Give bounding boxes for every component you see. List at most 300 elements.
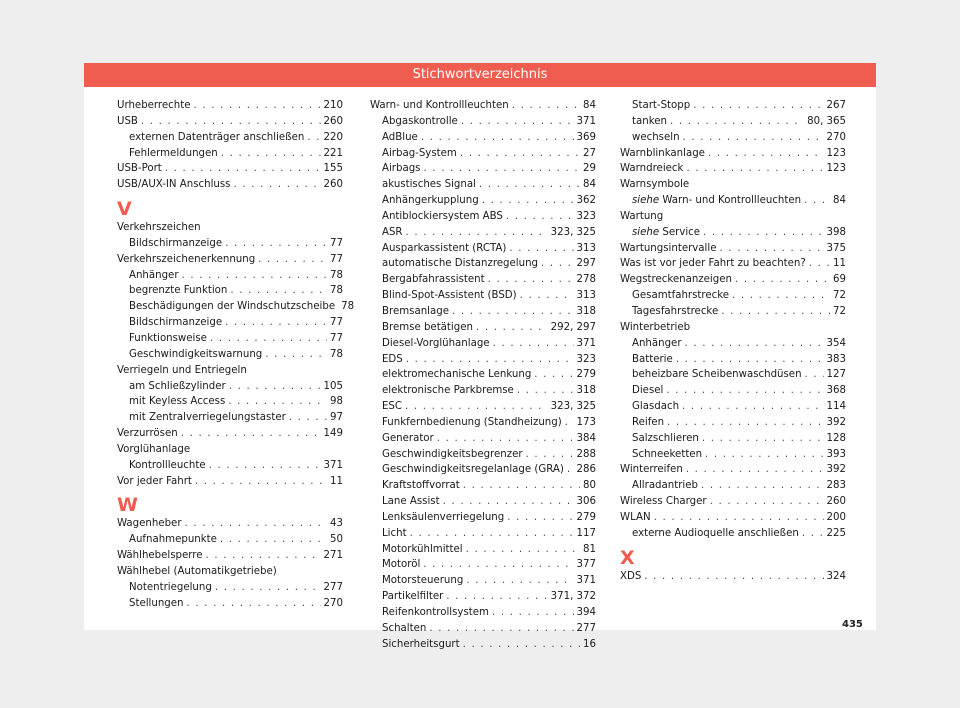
index-entry [370,100,596,116]
entry-label: wechseln [632,131,680,143]
entry-label: USB-Port [117,163,162,175]
entry-label: elektromechanische Lenkung [382,369,532,381]
page-reference: 398 [826,226,846,238]
entry-label [632,227,700,238]
entry-label: Funktionsweise [129,332,207,344]
page-reference: 27 [583,147,596,159]
index-subentry [117,396,343,412]
entry-label: USB/AUX-IN Anschluss [117,179,231,191]
entry-label: Anhänger [129,269,179,281]
index-subentry [620,401,846,417]
dot-leader [482,195,574,206]
index-subentry [620,449,846,465]
entry-label: Vorglühanlage [117,443,191,455]
dot-leader [492,607,574,618]
entry-label: Antiblockiersystem ABS [382,210,503,222]
index-column-3 [620,100,846,586]
entry-label: Winterbetrieb [620,321,691,333]
page-reference: 369 [576,131,596,143]
page-reference: 114 [826,401,846,413]
index-subentry [117,301,355,317]
entry-label: Warnsymbole [620,179,690,191]
page-reference: 371, 372 [550,591,596,603]
page-title: Stichwortverzeichnis [84,63,876,87]
index-subentry [620,385,846,401]
index-subentry [370,528,596,544]
entry-label: XDS [620,570,642,582]
index-entry [620,464,846,480]
page-reference: 279 [576,511,596,523]
page-reference: 286 [576,464,596,476]
page-reference: 279 [576,369,596,381]
entry-label: Verkehrszeichenerkennung [117,253,256,265]
entry-label: Wagenheber [117,518,182,530]
index-subentry [620,354,846,370]
dot-leader [466,575,573,586]
dot-leader [185,518,328,529]
index-column-1 [117,100,355,613]
index-subentry [370,512,596,528]
dot-leader [702,433,824,444]
entry-label: Bildschirmanzeige [129,317,223,329]
index-subentry [117,285,343,301]
dot-leader [732,290,830,301]
dot-leader [721,306,830,317]
dot-leader [182,270,328,281]
page-reference: 323, 325 [550,401,596,413]
entry-label: Lane Assist [382,496,440,508]
page-reference: 267 [826,100,846,111]
dot-leader [520,290,574,301]
page-reference: 323 [576,353,596,365]
page-reference: 324 [826,570,846,582]
entry-label: akustisches Signal [382,179,476,191]
entry-label: Glasdach [632,401,680,413]
index-entry [117,222,343,238]
index-entry [117,116,343,132]
page-reference: 210 [323,100,343,111]
entry-label: externe Audioquelle anschließen [632,527,799,539]
cross-reference-target: Warn- und Kontrollleuchten [662,195,802,207]
dot-leader [686,163,823,174]
dot-leader [289,412,327,423]
entry-label: Anhängerkupplung [382,195,479,207]
page-reference: 277 [323,581,343,593]
dot-leader [233,179,320,190]
entry-label: Ausparkassistent (RCTA) [382,242,507,254]
index-subentry [370,433,596,449]
page-reference: 77 [330,332,343,344]
page-reference: 77 [330,317,343,329]
entry-label: Start-Stopp [632,100,691,111]
page-reference: 84 [583,179,596,191]
dot-leader [446,591,547,602]
dot-leader [541,258,574,269]
index-subentry [370,449,596,465]
page-reference: 78 [341,301,355,313]
dot-leader [479,179,580,190]
index-subentry [117,349,343,365]
page-reference: 220 [323,131,343,143]
dot-leader [708,148,824,159]
page-reference: 270 [826,131,846,143]
dot-leader [421,132,574,143]
page-reference: 368 [826,385,846,397]
dot-leader [165,163,321,174]
dot-leader [466,544,580,555]
entry-label: automatische Distanzregelung [382,258,538,270]
dot-leader [534,369,573,380]
page-reference: 77 [330,237,343,249]
page-reference: 354 [826,337,846,349]
entry-label: Diesel-Vorglühanlage [382,337,490,349]
index-subentry [117,270,343,286]
page-reference: 173 [576,416,596,428]
index-entry [620,243,846,259]
index-subentry [117,317,343,333]
dot-leader [194,100,321,111]
index-subentry [370,163,596,179]
page-reference: 371 [576,115,596,127]
dot-leader [676,354,824,365]
dot-leader [567,464,574,475]
entry-label: Blind-Spot-Assistent (BSD) [382,290,517,302]
entry-label: Verzurrösen [117,428,178,440]
entry-label: Wartungsintervalle [620,242,717,254]
index-subentry [370,338,596,354]
page-reference: 98 [330,396,343,408]
page-reference: 77 [330,253,343,265]
cross-reference-prefix: siehe [632,226,660,238]
entry-label: Diesel [632,385,664,397]
entry-label: Aufnahmepunkte [129,534,217,546]
page-reference: 29 [583,163,596,175]
dot-leader [225,238,327,249]
dot-leader [405,401,548,412]
dot-leader [461,116,574,127]
page-reference: 50 [330,534,343,546]
entry-label: Airbags [382,163,421,175]
entry-label: Wegstreckenanzeigen [620,274,732,286]
dot-leader [220,534,327,545]
page-reference: 80, 365 [807,115,846,127]
index-entry [620,211,846,227]
page-reference: 313 [576,242,596,254]
page-reference: 84 [583,100,596,111]
page-reference: 11 [330,475,343,487]
index-entry [620,179,846,195]
index-subentry [117,148,343,164]
page-reference: 278 [576,274,596,286]
page-reference: 11 [833,258,846,270]
page-reference: 123 [826,147,846,159]
page-reference: 392 [826,416,846,428]
entry-label: Gesamtfahrstrecke [632,290,730,302]
index-subentry [370,243,596,259]
page-reference: 123 [826,163,846,175]
entry-label: Verkehrszeichen [117,222,201,234]
page-reference: 200 [826,511,846,523]
dot-leader [686,464,824,475]
index-subentry [117,534,343,550]
cross-reference-target: Service [662,226,701,238]
entry-label: Wählhebel (Automatikgetriebe) [117,565,277,577]
entry-label: Reifen [632,416,665,428]
entry-label: Batterie [632,353,673,365]
dot-leader [452,306,574,317]
index-entry [117,566,343,582]
page-reference: 371 [576,337,596,349]
dot-leader [804,195,830,206]
page-reference: 313 [576,290,596,302]
index-subentry [370,211,596,227]
dot-leader [693,100,823,111]
dot-leader [719,243,823,254]
entry-label: Warndreieck [620,163,684,175]
entry-label: mit Zentralverriegelungstaster [129,412,286,424]
dot-leader [667,417,824,428]
index-subentry [370,116,596,132]
index-subentry [620,338,846,354]
index-letter-heading: V [117,198,132,221]
entry-label: begrenzte Funktion [129,285,228,297]
entry-label: Licht [382,527,407,539]
index-subentry [620,417,846,433]
entry-label: USB [117,115,138,127]
dot-leader [460,148,580,159]
dot-leader [526,449,574,460]
page-reference: 69 [833,274,846,286]
dot-leader [705,449,824,460]
index-entry [117,365,343,381]
dot-leader [654,512,824,523]
index-subentry [370,369,596,385]
dot-leader [735,274,830,285]
dot-leader [476,322,548,333]
page-reference: 78 [330,285,343,297]
index-subentry [620,227,846,243]
index-subentry [370,401,596,417]
dot-leader [410,528,574,539]
page-reference: 283 [826,480,846,492]
page-reference: 260 [323,115,343,127]
entry-label: Allradantrieb [632,480,698,492]
entry-label: Airbag-System [382,147,457,159]
index-entry [620,148,846,164]
dot-leader [215,582,321,593]
dot-leader [230,285,327,296]
index-entry [117,476,343,492]
dot-leader [682,401,824,412]
entry-label: Geschwindigkeitswarnung [129,348,263,360]
index-subentry [620,306,846,322]
page-reference: 84 [833,195,846,207]
page-reference: 270 [323,597,343,609]
page-reference: 318 [576,305,596,317]
dot-leader [258,254,327,265]
entry-label: Wartung [620,210,664,222]
index-subentry [370,480,596,496]
entry-label: Stellungen [129,597,184,609]
index-subentry [370,417,596,433]
index-subentry [620,116,846,132]
index-subentry [117,598,343,614]
entry-label: Schalten [382,622,427,634]
page-reference: 375 [826,242,846,254]
entry-label: am Schließzylinder [129,380,226,392]
dot-leader [701,480,824,491]
dot-leader [670,116,804,127]
page-reference: 149 [323,428,343,440]
entry-label: Motoröl [382,559,421,571]
entry-label: ESC [382,401,403,413]
index-entry [117,550,343,566]
dot-leader [265,349,327,360]
index-subentry [117,582,343,598]
dot-leader [488,274,574,285]
dot-leader [517,385,574,396]
index-subentry [370,258,596,274]
index-subentry [620,369,846,385]
index-subentry [370,148,596,164]
entry-label: externen Datenträger anschließen [129,131,305,143]
page-reference: 225 [826,527,846,539]
entry-label: Lenksäulenverriegelung [382,511,505,523]
index-subentry [370,544,596,560]
entry-label: AdBlue [382,131,418,143]
dot-leader [644,571,823,582]
entry-label: Geschwindigkeitsbegrenzer [382,448,523,460]
page-reference: 318 [576,385,596,397]
index-subentry [370,290,596,306]
dot-leader [423,163,580,174]
index-subentry [370,227,596,243]
page-reference: 394 [576,607,596,618]
dot-leader [802,528,824,539]
index-subentry [370,132,596,148]
index-subentry [370,179,596,195]
entry-label: Bremsanlage [382,305,449,317]
entry-label: Was ist vor jeder Fahrt zu beachten? [620,258,806,270]
index-subentry [620,433,846,449]
entry-label: Fehlermeldungen [129,147,218,159]
page-reference: 80 [583,480,596,492]
entry-label: Bremse betätigen [382,321,473,333]
entry-label: Verriegeln und Entriegeln [117,364,247,376]
dot-leader [509,243,573,254]
dot-leader [703,227,824,238]
entry-label: Schneeketten [632,448,703,460]
index-subentry [370,306,596,322]
dot-leader [805,369,824,380]
index-subentry [117,132,343,148]
entry-label: Generator [382,432,434,444]
index-subentry [370,195,596,211]
page-reference: 392 [826,464,846,476]
page-reference: 323, 325 [550,226,596,238]
index-entry [117,518,343,534]
page-reference: 78 [330,348,343,360]
page-reference: 292, 297 [550,321,596,333]
dot-leader [506,211,574,222]
entry-label: mit Keyless Access [129,396,226,408]
entry-label: Salzschlieren [632,432,699,444]
index-column-2 [370,100,596,655]
page-reference: 97 [330,412,343,424]
page-reference: 81 [583,543,596,555]
entry-label: Partikelfilter [382,591,444,603]
page-reference: 127 [826,369,846,381]
dot-leader [229,381,321,392]
page-reference: 221 [323,147,343,159]
index-subentry [117,460,343,476]
entry-label: beheizbare Scheibenwaschdüsen [632,369,802,381]
index-subentry [620,528,846,544]
index-subentry [117,238,343,254]
entry-label: Warn- und Kontrollleuchten [370,100,509,111]
page-reference: 43 [330,518,343,530]
dot-leader [187,598,321,609]
entry-label: Bergabfahrassistent [382,274,485,286]
dot-leader [307,132,320,143]
index-entry [117,100,343,116]
index-subentry [370,354,596,370]
page-reference: 271 [323,550,343,562]
page-reference: 260 [826,496,846,508]
index-subentry [117,333,343,349]
index-subentry [370,385,596,401]
index-entry [620,322,846,338]
entry-label: Motorsteuerung [382,575,464,587]
cross-reference-prefix: siehe [632,195,660,207]
entry-label: tanken [632,115,667,127]
dot-leader [141,116,321,127]
dot-leader [683,132,824,143]
dot-leader [493,338,574,349]
dot-leader [181,428,321,439]
index-entry [620,274,846,290]
dot-leader [512,100,580,111]
page-reference: 128 [826,432,846,444]
page-reference: 377 [576,559,596,571]
index-subentry [370,496,596,512]
index-entry [117,179,343,195]
page-reference: 371 [323,459,343,471]
entry-label: Wählhebelsperre [117,550,203,562]
index-subentry [620,195,846,211]
dot-leader [423,559,573,570]
entry-label: Anhänger [632,337,682,349]
page-reference: 297 [576,258,596,270]
index-entry [620,496,846,512]
entry-label: Reifenkontrollsystem [382,607,489,618]
dot-leader [710,496,824,507]
dot-leader [406,227,548,238]
page-reference: 72 [833,305,846,317]
dot-leader [228,396,327,407]
dot-leader [210,333,327,344]
index-entry [620,512,846,528]
index-entry [620,571,846,587]
page-reference: 260 [323,179,343,191]
entry-label [632,195,801,206]
dot-leader [209,460,321,471]
page-reference: 155 [323,163,343,175]
dot-leader [221,148,321,159]
entry-label: Funkfernbedienung (Standheizung) [382,416,562,428]
entry-label: Kraftstoffvorrat [382,480,460,492]
dot-leader [429,623,573,634]
